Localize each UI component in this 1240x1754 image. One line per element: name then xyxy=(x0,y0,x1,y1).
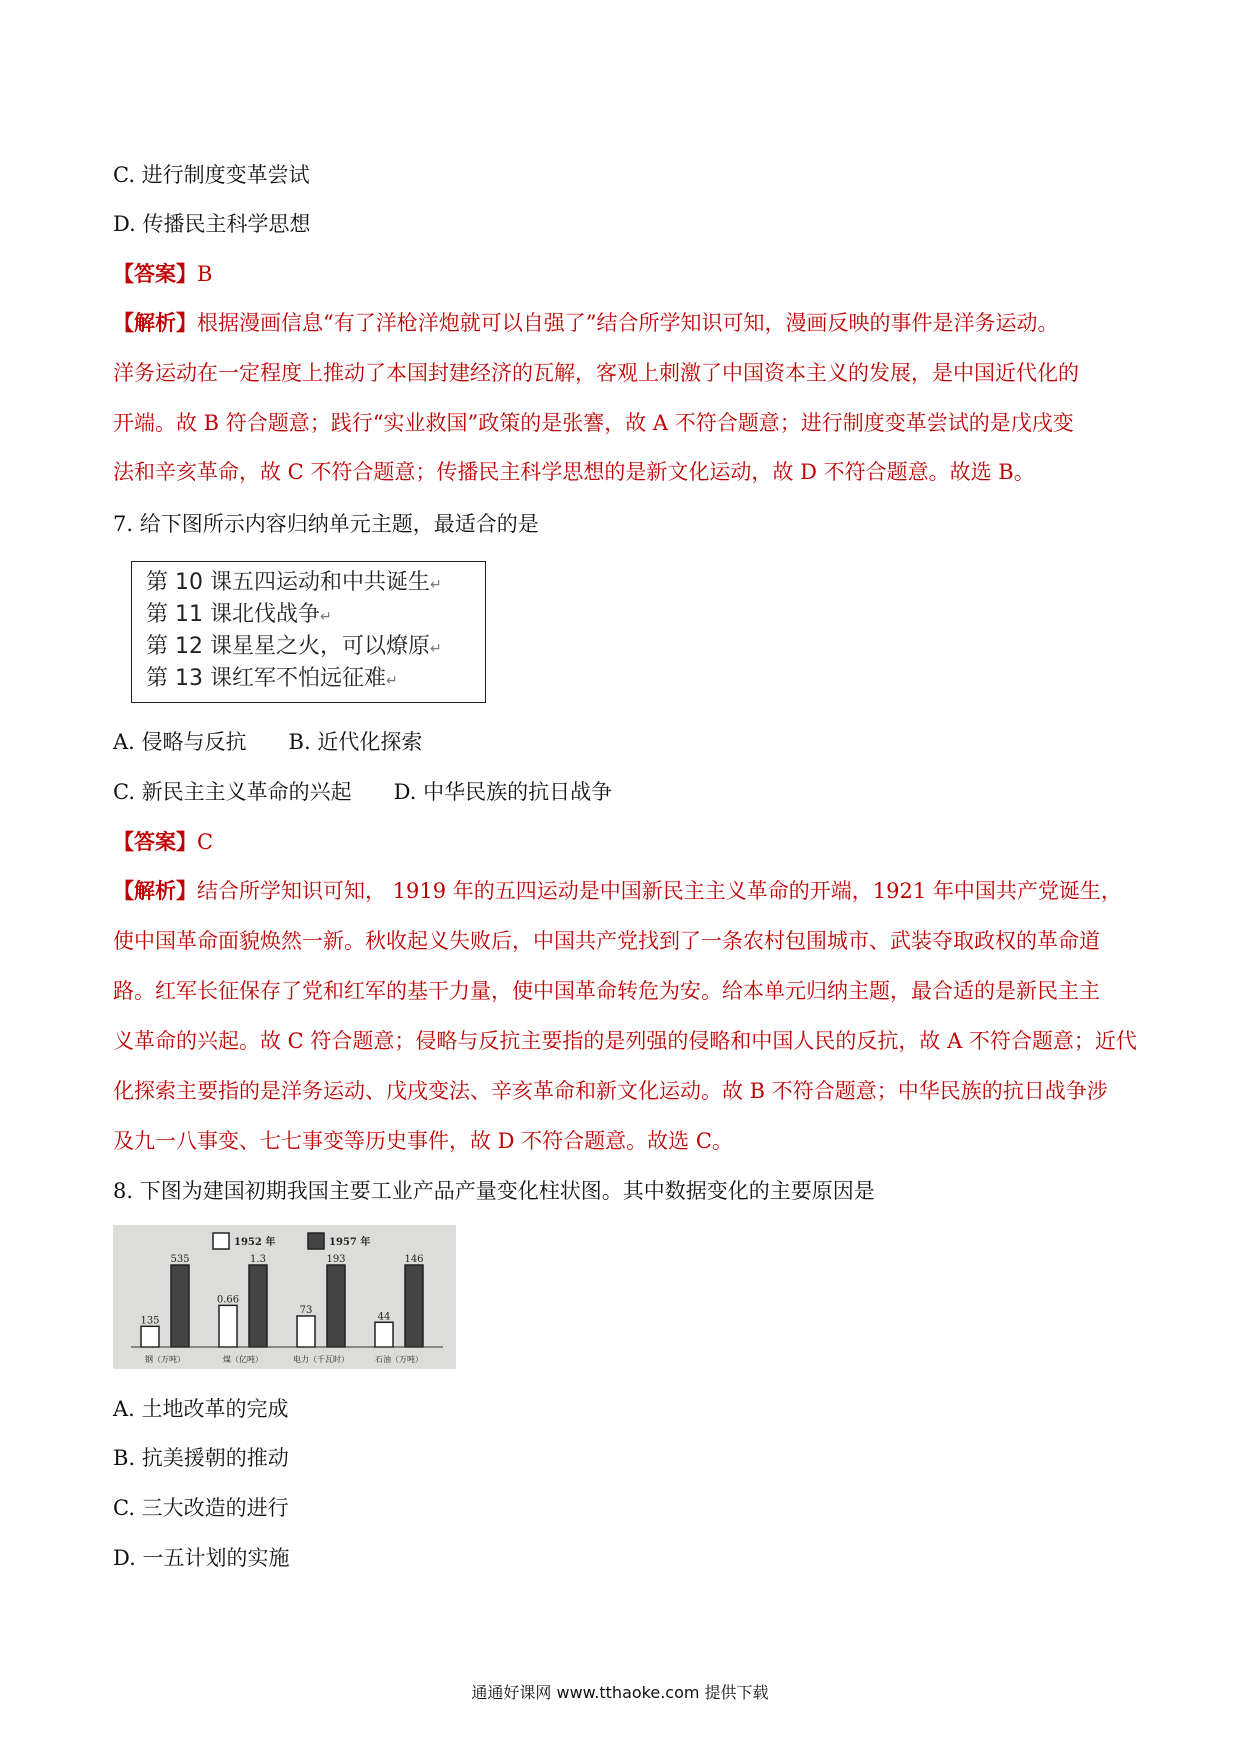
answer-label: 【答案】 xyxy=(113,829,197,854)
category-label: 煤（亿吨） xyxy=(223,1355,263,1364)
category-label: 电力（千瓦时） xyxy=(293,1355,349,1364)
return-mark: ↵ xyxy=(429,577,442,593)
page-footer: 通通好课网 www.tthaoke.com 提供下载 xyxy=(471,1683,769,1702)
q7-analysis-line-6: 及九一八事变、七七事变等历史事件，故 D 不符合题意。故选 C。 xyxy=(113,1129,733,1153)
bar-0-1 xyxy=(171,1265,189,1347)
q7-analysis-line-4: 义革命的兴起。故 C 符合题意；侵略与反抗主要指的是列强的侵略和中国人民的反抗，故 A 不符合题意；近代 xyxy=(113,1029,1137,1053)
q6-option-d: D. 传播民主科学思想 xyxy=(113,212,311,236)
legend-label: 1957 年 xyxy=(329,1237,371,1248)
q7-analysis-line-1 xyxy=(113,877,1122,905)
lesson-text: 第 13 课红军不怕远征难 xyxy=(146,666,386,691)
bar-3-0 xyxy=(375,1322,393,1347)
q6-analysis-line-3: 开端。故 B 符合题意；践行“实业救国”政策的是张謇，故 A 不符合题意；进行制度变革尝试的是戊戌变 xyxy=(113,411,1074,435)
q8-question: 8. 下图为建国初期我国主要工业产品产量变化柱状图。其中数据变化的主要原因是 xyxy=(113,1179,875,1203)
bar-2-0 xyxy=(297,1316,315,1347)
data-label: 535 xyxy=(170,1254,190,1265)
q7-option-b: B. 近代化探索 xyxy=(288,730,423,754)
q7-option-c: C. 新民主主义革命的兴起 xyxy=(113,780,352,804)
lesson-item xyxy=(146,600,471,632)
data-label: 146 xyxy=(404,1254,424,1265)
return-mark: ↵ xyxy=(385,673,398,689)
data-label: 135 xyxy=(140,1315,160,1327)
legend-swatch xyxy=(213,1233,229,1249)
q8-option-a: A. 土地改革的完成 xyxy=(113,1397,289,1421)
q7-question: 7. 给下图所示内容归纳单元主题，最适合的是 xyxy=(113,512,539,536)
bar-0-0 xyxy=(141,1326,159,1347)
q6-answer xyxy=(113,260,212,288)
bar-chart-svg xyxy=(113,1225,456,1369)
q6-analysis-line-2: 洋务运动在一定程度上推动了本国封建经济的瓦解，客观上刺激了中国资本主义的发展，是中国近代化的 xyxy=(113,361,1079,385)
legend-swatch xyxy=(308,1233,324,1249)
bar-1-1 xyxy=(249,1265,267,1347)
q7-options-cd xyxy=(113,778,612,806)
lesson-text: 第 10 课五四运动和中共诞生 xyxy=(146,570,430,595)
category-label: 石油（万吨） xyxy=(375,1355,423,1364)
data-label: 0.66 xyxy=(216,1294,240,1306)
lesson-item xyxy=(146,632,471,664)
q8-option-b: B. 抗美援朝的推动 xyxy=(113,1446,289,1470)
lesson-text: 第 12 课星星之火，可以燎原 xyxy=(146,634,430,659)
q6-analysis-line-1 xyxy=(113,309,1058,337)
answer-value: C xyxy=(197,830,214,854)
lesson-item xyxy=(146,664,471,696)
analysis-label: 【解析】 xyxy=(113,310,197,335)
category-label: 钢（万吨） xyxy=(145,1355,185,1364)
legend-label: 1952 年 xyxy=(234,1237,276,1248)
q7-option-a: A. 侵略与反抗 xyxy=(113,730,247,754)
analysis-text: 根据漫画信息“有了洋枪洋炮就可以自强了”结合所学知识可知，漫画反映的事件是洋务运动。 xyxy=(197,311,1059,335)
return-mark: ↵ xyxy=(319,609,332,625)
analysis-text: 结合所学知识可知， 1919 年的五四运动是中国新民主主义革命的开端，1921 年中国共产党诞生， xyxy=(197,879,1122,903)
answer-value: B xyxy=(197,262,213,286)
data-label: 193 xyxy=(326,1254,346,1265)
return-mark: ↵ xyxy=(429,641,442,657)
q8-option-c: C. 三大改造的进行 xyxy=(113,1496,289,1520)
data-label: 44 xyxy=(377,1311,391,1323)
data-label: 1.3 xyxy=(250,1254,266,1265)
lesson-text: 第 11 课北伐战争 xyxy=(146,602,320,627)
q7-options-ab xyxy=(113,728,422,756)
bar-1-0 xyxy=(219,1305,237,1347)
q7-analysis-line-5: 化探索主要指的是洋务运动、戊戌变法、辛亥革命和新文化运动。故 B 不符合题意；中华民族的抗日战争涉 xyxy=(113,1079,1108,1103)
q6-option-c: C. 进行制度变革尝试 xyxy=(113,163,310,187)
q7-analysis-line-2: 使中国革命面貌焕然一新。秋收起义失败后，中国共产党找到了一条农村包围城市、武装夺取政权的革命道 xyxy=(113,929,1100,953)
answer-label: 【答案】 xyxy=(113,261,197,286)
bar-2-1 xyxy=(327,1265,345,1347)
lesson-list-box xyxy=(131,561,486,703)
lesson-item xyxy=(146,568,471,600)
data-label: 73 xyxy=(299,1304,313,1316)
q6-analysis-line-4: 法和辛亥革命，故 C 不符合题意；传播民主科学思想的是新文化运动，故 D 不符合题意。故选 B。 xyxy=(113,460,1035,484)
q7-option-d: D. 中华民族的抗日战争 xyxy=(393,780,613,804)
bar-chart xyxy=(113,1225,456,1369)
analysis-label: 【解析】 xyxy=(113,878,197,903)
q7-answer xyxy=(113,828,213,856)
bar-3-1 xyxy=(405,1265,423,1347)
q7-analysis-line-3: 路。红军长征保存了党和红军的基干力量，使中国革命转危为安。给本单元归纳主题，最合适的是新民主主 xyxy=(113,979,1100,1003)
q8-option-d: D. 一五计划的实施 xyxy=(113,1546,290,1570)
